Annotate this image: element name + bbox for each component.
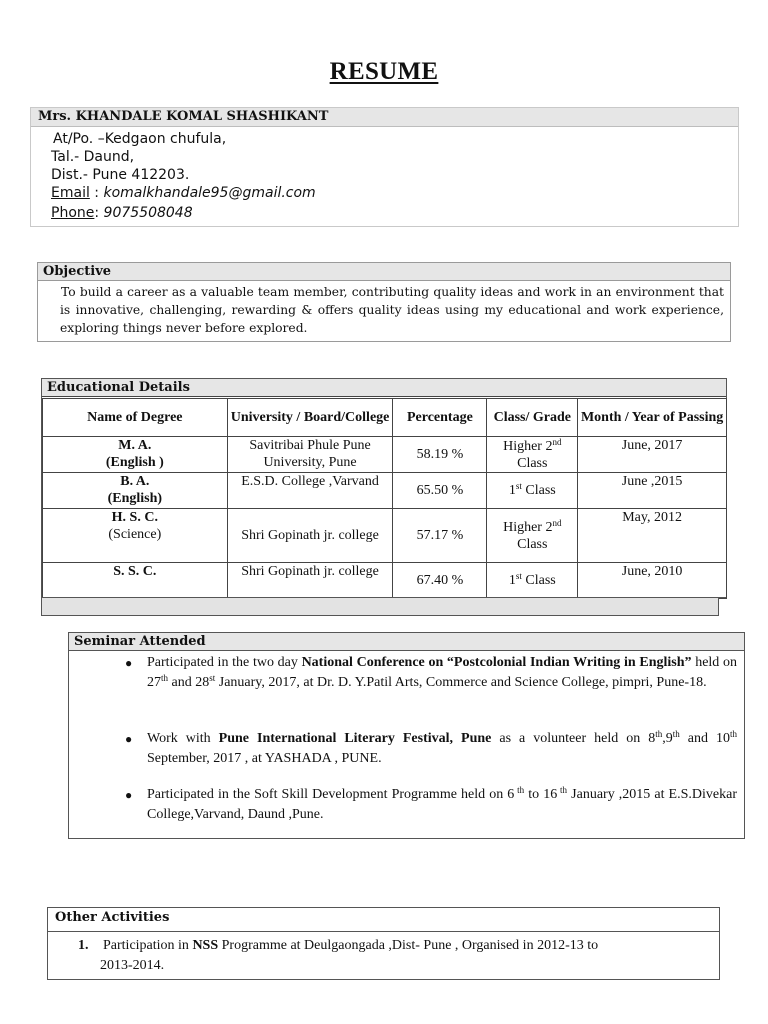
- bullet-icon: ●: [125, 656, 133, 670]
- grade-cell: 1st Class: [487, 473, 578, 509]
- address-line-2: Tal.- Daund,: [51, 149, 135, 165]
- passing-cell: June, 2010: [578, 563, 727, 599]
- seminar-heading: Seminar Attended: [69, 633, 744, 651]
- objective-section: [37, 262, 731, 342]
- grade-cell: Higher 2nd Class: [487, 437, 578, 473]
- address-line-3: Dist.- Pune 412203.: [51, 167, 190, 183]
- objective-text: To build a career as a valuable team member, contributing quality ideas and work in an environment that is innovative, challenging, rewarding & offers quality ideas using my educational and work experience, exploring things never before explored.: [60, 285, 724, 335]
- list-number: 1.: [78, 938, 89, 953]
- university-cell: Shri Gopinath jr. college: [227, 563, 393, 599]
- university-cell: Shri Gopinath jr. college: [227, 509, 393, 563]
- university-cell: E.S.D. College ,Varvand: [227, 473, 393, 509]
- col-header-percentage: Percentage: [393, 399, 487, 437]
- education-header-row: [43, 399, 727, 437]
- address-line-1: At/Po. –Kedgaon chufula,: [53, 131, 227, 147]
- email-value[interactable]: komalkhandale95@gmail.com: [103, 185, 316, 201]
- other-activity-item: [78, 936, 708, 976]
- other-activity-text-line-2: 2013-2014.: [100, 958, 165, 973]
- degree-cell: B. A. (English): [43, 473, 228, 509]
- other-activity-text-line-1: Participation in NSS Programme at Deulgaongada ,Dist- Pune , Organised in 2012-13 to: [103, 938, 599, 953]
- other-activities-section: [47, 907, 720, 980]
- seminar-item-1: ● Participated in the two day National Conference on “Postcolonial Indian Writing in English” held on 27th and 28st January, 2017, at Dr. D. Y.Patil Arts, Commerce and Science College, pimpri, Pune-18.: [125, 655, 737, 690]
- university-cell: Savitribai Phule Pune University, Pune: [227, 437, 393, 473]
- table-row: [43, 473, 727, 509]
- table-row: [43, 509, 727, 563]
- objective-heading: Objective: [38, 263, 730, 281]
- candidate-name: Mrs. KHANDALE KOMAL SHASHIKANT: [31, 108, 738, 127]
- col-header-passing: Month / Year of Passing: [578, 399, 727, 437]
- education-section: [41, 378, 727, 598]
- passing-cell: June ,2015: [578, 473, 727, 509]
- degree-cell: H. S. C. (Science): [43, 509, 228, 563]
- col-header-degree: Name of Degree: [43, 399, 228, 437]
- grade-cell: Higher 2nd Class: [487, 509, 578, 563]
- grade-cell: 1st Class: [487, 563, 578, 599]
- email-line: Email : komalkhandale95@gmail.com: [51, 185, 316, 201]
- table-row: [43, 437, 727, 473]
- degree-cell: S. S. C.: [43, 563, 228, 599]
- seminar-item-2: ● Work with Pune International Literary Festival, Pune as a volunteer held on 8th,9th and 10th September, 2017 , at YASHADA , PUNE.: [125, 729, 737, 766]
- seminar-item-3: ● Participated in the Soft Skill Development Programme held on 6 $^{th}$ to 16 $^{th}$ January ,2015 at E.S.Divekar College,Varvand, Daund ,Pune.: [125, 785, 737, 822]
- other-activities-heading: Other Activities: [48, 908, 719, 932]
- email-label: Email: [51, 185, 90, 201]
- phone-label: Phone: [51, 205, 95, 221]
- percentage-cell: 57.17 %: [393, 509, 487, 563]
- col-header-university: University / Board/College: [227, 399, 393, 437]
- phone-value: 9075508048: [103, 205, 193, 221]
- contact-section: [30, 107, 739, 227]
- percentage-cell: 67.40 %: [393, 563, 487, 599]
- percentage-cell: 58.19 %: [393, 437, 487, 473]
- page-title: RESUME: [329, 58, 439, 85]
- bullet-icon: ●: [125, 788, 133, 802]
- table-row: [43, 563, 727, 599]
- bullet-icon: ●: [125, 732, 133, 746]
- education-heading: Educational Details: [42, 379, 726, 397]
- phone-line: Phone: 9075508048: [51, 205, 193, 221]
- seminar-section: [68, 632, 745, 839]
- passing-cell: May, 2012: [578, 509, 727, 563]
- passing-cell: June, 2017: [578, 437, 727, 473]
- education-footer-bar: [41, 597, 719, 616]
- education-table: [42, 398, 727, 599]
- percentage-cell: 65.50 %: [393, 473, 487, 509]
- col-header-grade: Class/ Grade: [487, 399, 578, 437]
- degree-cell: M. A. (English ): [43, 437, 228, 473]
